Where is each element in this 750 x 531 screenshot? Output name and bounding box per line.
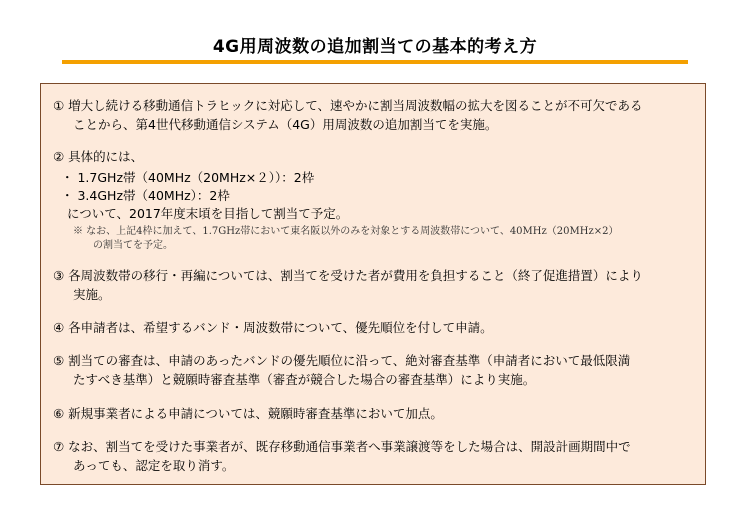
- item-3-line-1: ③ 各周波数帯の移行・再編については、割当てを受けた者が費用を負担すること（終了促進措置）により: [53, 268, 643, 283]
- item-5-line-1: ⑤ 割当ての審査は、申請のあったバンドの優先順位に沿って、絶対審査基準（申請者において最低限満: [53, 353, 631, 368]
- item-4-line-1: ④ 各申請者は、希望するバンド・周波数帯について、優先順位を付して申請。: [53, 320, 493, 335]
- page-title: 4G用周波数の追加割当ての基本的考え方: [212, 37, 538, 57]
- title-underline: [62, 60, 688, 64]
- item-2-line-2: について、2017年度末頃を目指して割当て予定。: [67, 206, 349, 221]
- item-2-line-1: ② 具体的には、: [53, 149, 144, 164]
- item-2-note-2: の割当てを予定。: [93, 240, 173, 251]
- content-box: [40, 83, 706, 485]
- item-2-note-1: ※ なお、上記4枠に加えて、1.7GHz帯において東名阪以外のみを対象とする周波数帯について、40MHz（20MHz×2）: [73, 226, 619, 237]
- item-1-line-1: ① 増大し続ける移動通信トラヒックに対応して、速やかに割当周波数幅の拡大を図ることが不可欠である: [53, 98, 643, 113]
- item-2-bullet-2: ・ 3.4GHz帯（40MHz）：2枠: [61, 188, 230, 203]
- item-7-line-1: ⑦ なお、割当てを受けた事業者が、既存移動通信事業者へ事業譲渡等をした場合は、開設計画期間中で: [53, 439, 631, 454]
- item-3-line-2: 実施。: [73, 287, 111, 302]
- item-1-line-2: ことから、第4世代移動通信システム（4G）用周波数の追加割当てを実施。: [73, 117, 498, 132]
- item-6-line-1: ⑥ 新規事業者による申請については、競願時審査基準において加点。: [53, 406, 443, 421]
- item-2-bullet-1: ・ 1.7GHz帯（40MHz（20MHz×２））：2枠: [61, 170, 315, 185]
- item-7-line-2: あっても、認定を取り消す。: [73, 458, 235, 473]
- item-5-line-2: たすべき基準）と競願時審査基準（審査が競合した場合の審査基準）により実施。: [73, 372, 536, 387]
